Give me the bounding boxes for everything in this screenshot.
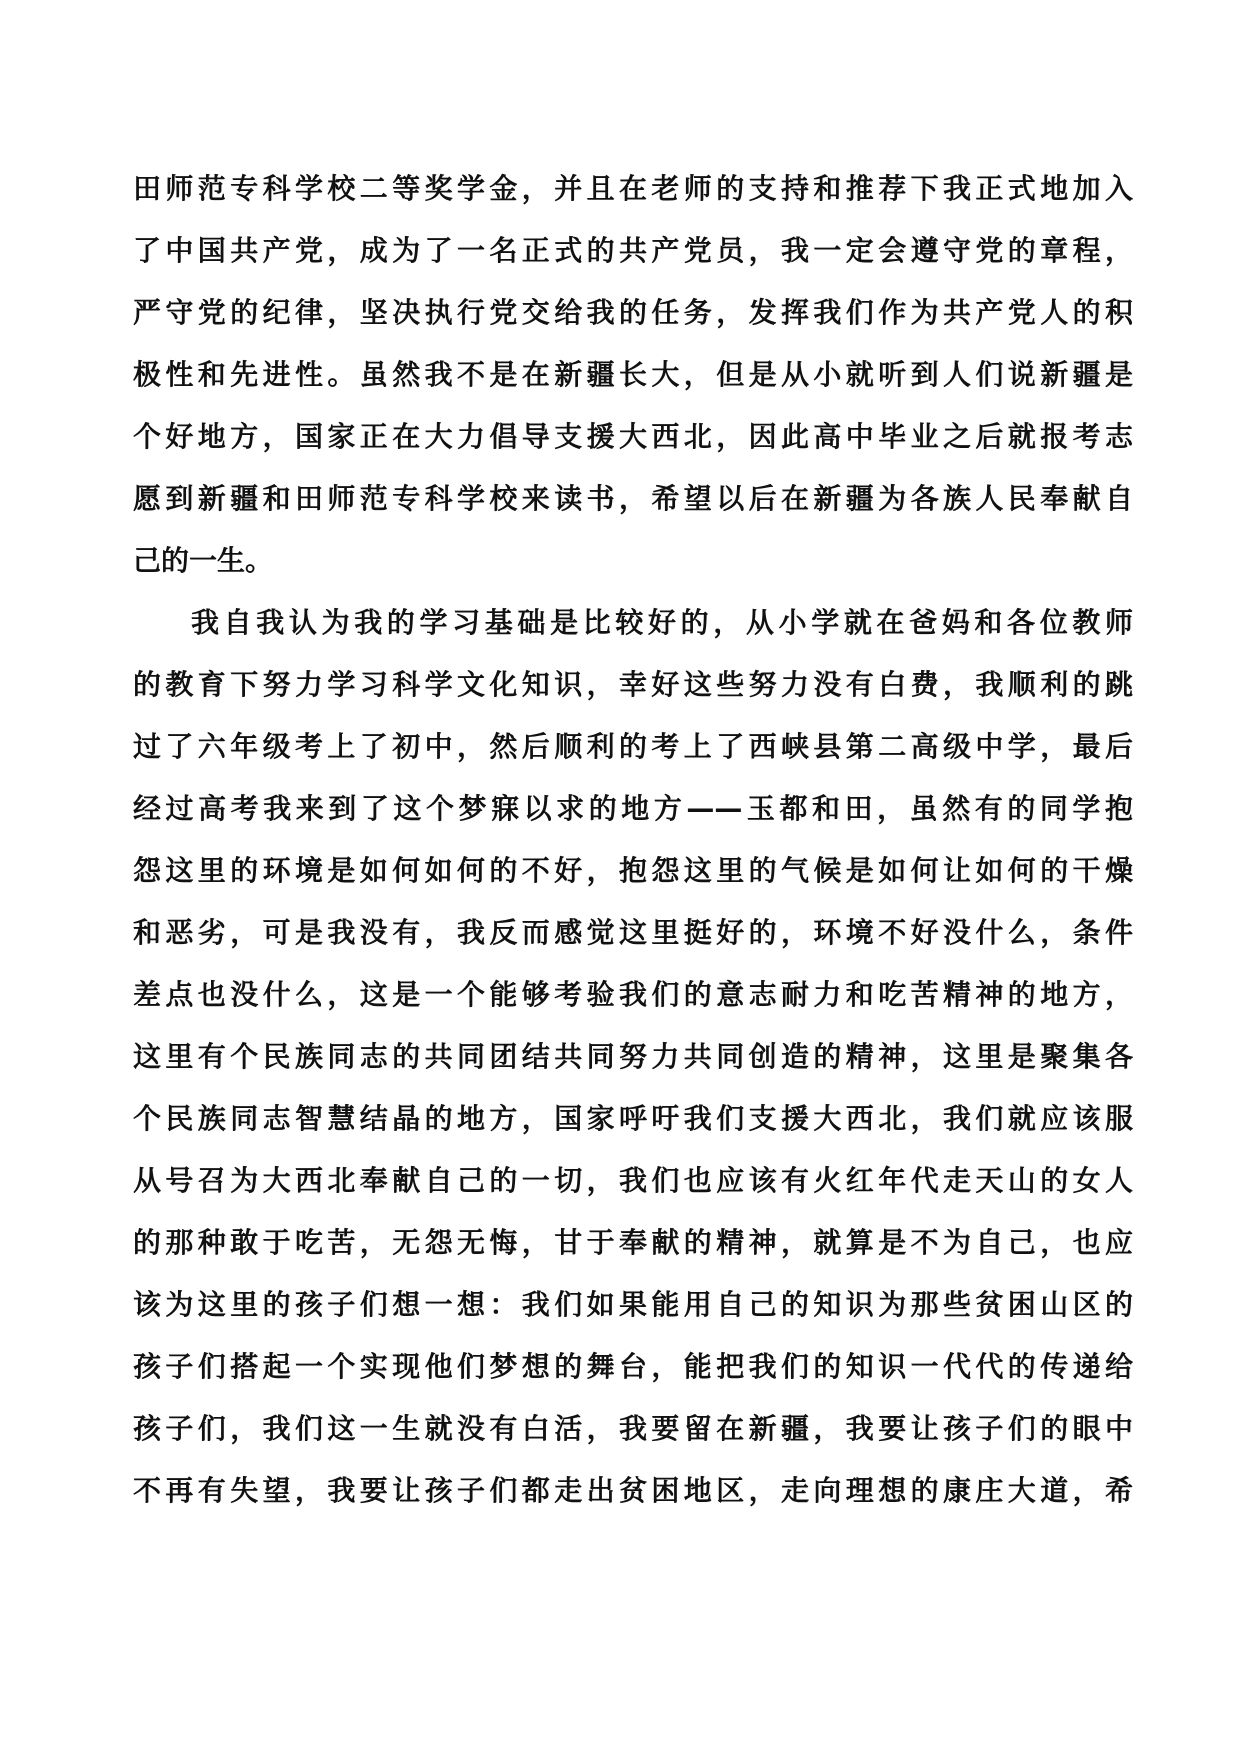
- text-line: 该为这里的孩子们想一想：我们如果能用自己的知识为那些贫困山区的: [133, 1288, 1133, 1321]
- text-line: 差点也没什么，这是一个能够考验我们的意志耐力和吃苦精神的地方，: [133, 978, 1133, 1011]
- text-line: 从号召为大西北奉献自己的一切，我们也应该有火红年代走天山的女人: [133, 1164, 1133, 1197]
- text-line: 怨这里的环境是如何如何的不好，抱怨这里的气候是如何让如何的干燥: [133, 854, 1133, 887]
- text-line: 我自我认为我的学习基础是比较好的，从小学就在爸妈和各位教师: [191, 606, 1133, 639]
- text-line: 田师范专科学校二等奖学金，并且在老师的支持和推荐下我正式地加入: [133, 172, 1133, 205]
- text-line: 孩子们搭起一个实现他们梦想的舞台，能把我们的知识一代代的传递给: [133, 1350, 1133, 1383]
- text-line: 个民族同志智慧结晶的地方，国家呼吁我们支援大西北，我们就应该服: [133, 1102, 1133, 1135]
- text-line: 己的一生。: [133, 544, 274, 577]
- text-line: 过了六年级考上了初中，然后顺利的考上了西峡县第二高级中学，最后: [133, 730, 1133, 763]
- text-line: 极性和先进性。虽然我不是在新疆长大，但是从小就听到人们说新疆是: [133, 358, 1133, 391]
- text-line: 孩子们，我们这一生就没有白活，我要留在新疆，我要让孩子们的眼中: [133, 1412, 1133, 1445]
- paragraph-1: [133, 158, 1133, 592]
- text-line: 了中国共产党，成为了一名正式的共产党员，我一定会遵守党的章程，: [133, 234, 1133, 267]
- text-line: 这里有个民族同志的共同团结共同努力共同创造的精神，这里是聚集各: [133, 1040, 1133, 1073]
- text-line: 愿到新疆和田师范专科学校来读书，希望以后在新疆为各族人民奉献自: [133, 482, 1133, 515]
- text-line: 经过高考我来到了这个梦寐以求的地方——玉都和田，虽然有的同学抱: [133, 792, 1133, 825]
- text-line: 和恶劣，可是我没有，我反而感觉这里挺好的，环境不好没什么，条件: [133, 916, 1133, 949]
- text-line: 严守党的纪律，坚决执行党交给我的任务，发挥我们作为共产党人的积: [133, 296, 1133, 329]
- text-line: 个好地方，国家正在大力倡导支援大西北，因此高中毕业之后就报考志: [133, 420, 1133, 453]
- text-line: 的教育下努力学习科学文化知识，幸好这些努力没有白费，我顺利的跳: [133, 668, 1133, 701]
- text-line: 不再有失望，我要让孩子们都走出贫困地区，走向理想的康庄大道，希: [133, 1474, 1133, 1507]
- text-line: 的那种敢于吃苦，无怨无悔，甘于奉献的精神，就算是不为自己，也应: [133, 1226, 1133, 1259]
- body-text: [133, 158, 1133, 1522]
- paragraph-2: [133, 592, 1133, 1522]
